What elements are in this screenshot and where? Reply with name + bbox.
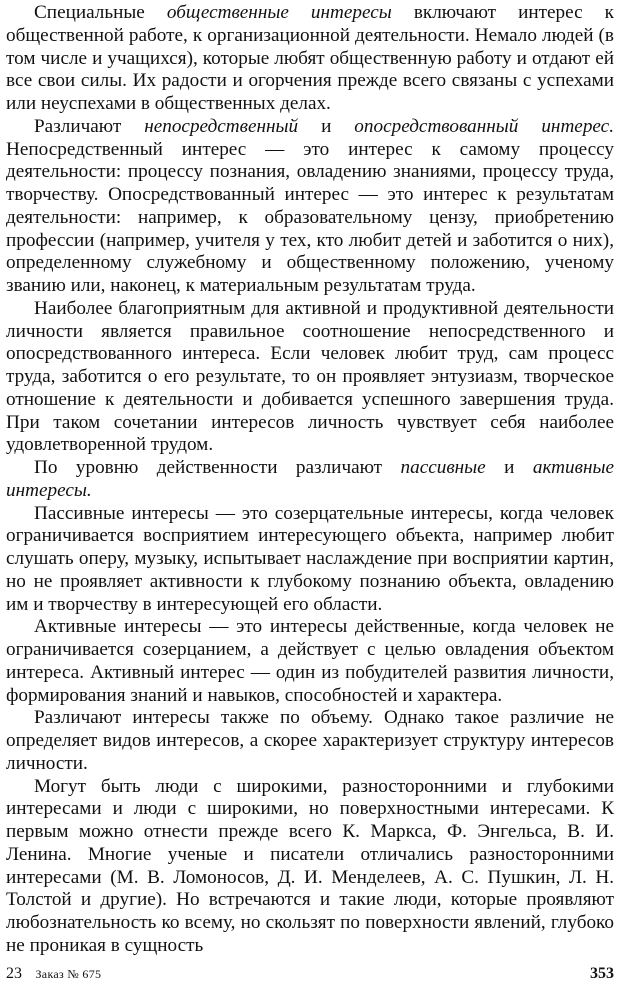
text-run: По уровню действенности различают [34,457,401,478]
page-footer [6,963,614,985]
text-run: Специальные [34,2,167,23]
paragraph [6,616,614,707]
print-order-note: Заказ № 675 [35,967,102,981]
paragraph [6,298,614,457]
text-run: Могут быть люди с широкими, разносторонними и глубокими интересами и люди с широкими, но поверхностными интересами. К первым можно отнести прежде всего К. Маркса, Ф. Энгельса, В. И. Ленина. Многие ученые и писатели отличались разносторонними интересами (М. В. Ломоносов, Д. И. Менделеев, А. С. Пушкин, Л. Н. Толстой и другие). Но встречаются и такие люди, которые проявляют любознательность ко всему, но скользят по поверхности явлений, глубоко не проникая в сущность [6,775,614,956]
text-run: Различают интересы также по объему. Однако такое различие не определяет видов интересов, а скорее характеризует структуру интересов личности. [6,707,614,774]
text-run: включают интерес к общественной работе, к организационной деятельности. Немало людей (в том числе и учащихся), которые любят общественную работу и отдают ей все свои силы. Их радости и огорчения прежде всего связаны с успехами или неуспехами в общественных делах. [6,2,615,114]
paragraph [6,457,614,503]
text-run: Активные интересы — это интересы действенные, когда человек не ограничивается созерцанием, а действует с целью овладения объектом интереса. Активный интерес — один из побудителей развития личности, формирования знаний и навыков, способностей и характера. [6,616,614,706]
paragraph [6,116,614,298]
page-number: 353 [590,965,614,982]
paragraph [6,707,614,775]
italic-term: пассивные [400,457,486,478]
text-run: Различают [34,115,145,137]
paragraph [6,2,614,116]
signature-number: 23 [6,965,22,982]
paragraph [6,503,614,617]
paragraph [6,776,614,958]
italic-term: опосредствованный интерес. [354,115,614,137]
italic-term: общественные интересы [166,2,392,23]
text-run: и [485,457,533,478]
italic-term: непосредственный [144,115,299,137]
text-run: Непосредственный интерес — это интерес к самому процессу деятельности: процессу познания, овладению знаниями, процессу труда, творчеству. Опосредствованный интерес — это интерес к результатам деятельности: например, к образовательному цензу, приобретению профессии (например, учителя у тех, кто любит детей и заботится о них), определенному служебному и общественному положению, ученому званию или, наконец, к материальным результатам труда. [6,138,614,296]
body-text [6,2,614,958]
italic-term: активные интересы. [6,457,614,501]
text-run: Пассивные интересы — это созерцательные интересы, когда человек ограничивается восприятием интересующего объекта, например любит слушать оперу, музыку, испытывает наслаждение при восприятии картин, но не проявляет активности к глубокому познанию объекта, овладению им и творчеству в интересующей его области. [6,502,614,615]
text-run: и [298,115,355,137]
text-run: Наиболее благоприятным для активной и продуктивной деятельности личности является правильное соотношение непосредственного и опосредствованного интереса. Если человек любит труд, сам процесс труда, заботится о его результате, то он проявляет энтузиазм, творческое отношение к деятельности и добивается успешного завершения труда. При таком сочетании интересов личность чувствует себя наиболее удовлетворенной трудом. [6,297,614,456]
